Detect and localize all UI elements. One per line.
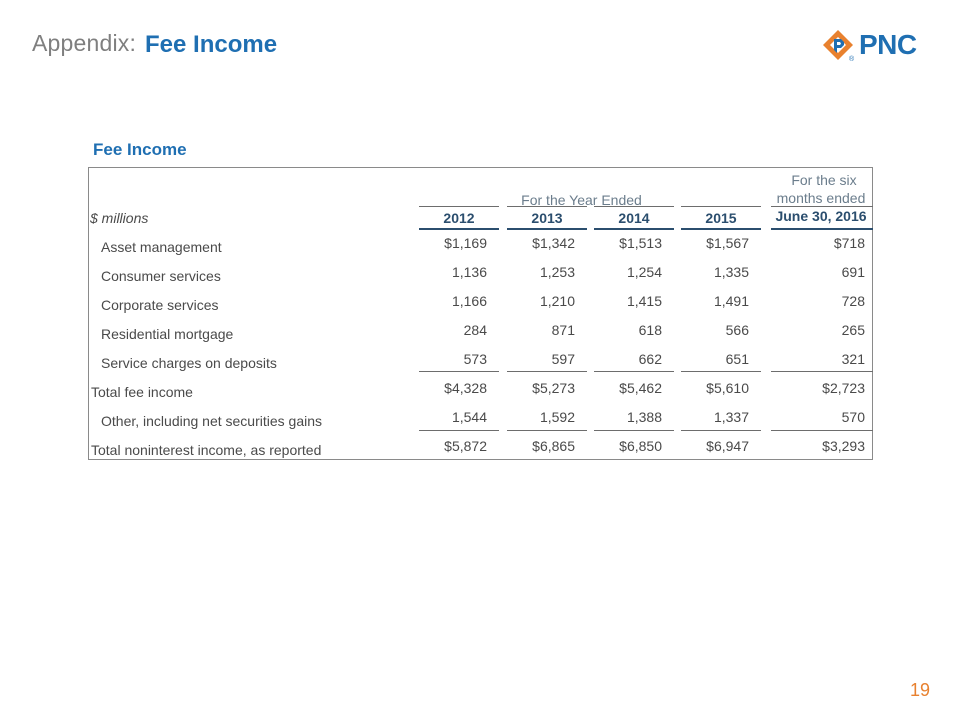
total-rule (681, 430, 761, 431)
table-cell: 1,136 (451, 264, 487, 280)
header-prefix: Appendix: (32, 30, 137, 56)
page-number: 19 (909, 680, 930, 700)
table-cell: $2,723 (822, 380, 865, 396)
header-rule-2014 (594, 206, 674, 207)
row-label-asset-management: Asset management (101, 239, 222, 255)
table-cell: $5,273 (532, 380, 575, 396)
table-cell: 566 (725, 322, 749, 338)
section-title: Fee Income (93, 140, 187, 159)
table-cell: 651 (725, 351, 749, 367)
total-rule (507, 430, 587, 431)
table-cell: 1,253 (539, 264, 575, 280)
header-rule-2013 (507, 206, 587, 207)
table-cell: $1,342 (532, 235, 575, 251)
column-header-june-2016: June 30, 2016 (775, 208, 867, 224)
table-cell: 597 (551, 351, 575, 367)
table-cell: $6,947 (706, 438, 749, 454)
logo-registered-mark: ® (849, 56, 855, 63)
table-cell: 570 (841, 409, 865, 425)
table-cell: $5,462 (619, 380, 662, 396)
table-cell: $5,872 (444, 438, 487, 454)
table-cell: 1,166 (451, 293, 487, 309)
table-cell: 618 (638, 322, 662, 338)
table-cell: 691 (841, 264, 865, 280)
six-months-header-line1: For the six (791, 172, 857, 188)
total-rule (419, 430, 499, 431)
units-label: $ millions (90, 210, 149, 226)
row-label-residential-mortgage: Residential mortgage (101, 326, 234, 342)
header-rule-2012 (419, 206, 499, 207)
subtotal-rule (771, 371, 873, 372)
table-cell: 573 (463, 351, 487, 367)
table-cell: $718 (833, 235, 865, 251)
colhead-rule-2012 (419, 228, 499, 230)
table-cell: 1,544 (451, 409, 487, 425)
column-header-2012: 2012 (443, 210, 475, 226)
logo-text: PNC (859, 29, 917, 60)
colhead-rule-2015 (681, 228, 761, 230)
table-cell: $6,850 (619, 438, 662, 454)
table-cell: 1,254 (626, 264, 662, 280)
column-header-2013: 2013 (531, 210, 563, 226)
fee-income-table (88, 167, 873, 460)
table-cell: $3,293 (822, 438, 865, 454)
table-cell: $1,169 (444, 235, 487, 251)
table-cell: 728 (841, 293, 865, 309)
row-label-consumer-services: Consumer services (101, 268, 221, 284)
table-cell: 662 (638, 351, 662, 367)
table-cell: 321 (841, 351, 865, 367)
row-label-total-fee-income: Total fee income (91, 384, 193, 400)
table-cell: 284 (463, 322, 487, 338)
table-cell: 1,491 (713, 293, 749, 309)
row-label-other: Other, including net securities gains (101, 413, 323, 429)
header-rule-2016 (771, 206, 873, 207)
table-cell: $1,567 (706, 235, 749, 251)
total-rule (594, 430, 674, 431)
row-label-service-charges: Service charges on deposits (101, 355, 277, 371)
table-cell: 1,388 (626, 409, 662, 425)
colhead-rule-2014 (594, 228, 674, 230)
table-cell: 1,335 (713, 264, 749, 280)
subtotal-rule (594, 371, 674, 372)
table-cell: $4,328 (444, 380, 487, 396)
column-header-2015: 2015 (705, 210, 737, 226)
table-cell: 1,415 (626, 293, 662, 309)
subtotal-rule (507, 371, 587, 372)
table-cell: 871 (551, 322, 575, 338)
table-cell: $6,865 (532, 438, 575, 454)
column-header-2014: 2014 (618, 210, 650, 226)
table-cell: $5,610 (706, 380, 749, 396)
table-cell: 265 (841, 322, 865, 338)
table-cell: 1,210 (539, 293, 575, 309)
table-cell: 1,337 (713, 409, 749, 425)
colhead-rule-2016 (771, 228, 873, 230)
total-rule (771, 430, 873, 431)
colhead-rule-2013 (507, 228, 587, 230)
table-cell: $1,513 (619, 235, 662, 251)
six-months-header-line2: months ended (776, 190, 866, 206)
row-label-total-noninterest-income: Total noninterest income, as reported (91, 442, 322, 458)
page-title: Fee Income (145, 31, 278, 58)
header-rule-2015 (681, 206, 761, 207)
pnc-logo (822, 28, 917, 62)
subtotal-rule (419, 371, 499, 372)
year-ended-header: For the Year Ended (521, 192, 642, 208)
subtotal-rule (681, 371, 761, 372)
row-label-corporate-services: Corporate services (101, 297, 219, 313)
table-cell: 1,592 (539, 409, 575, 425)
